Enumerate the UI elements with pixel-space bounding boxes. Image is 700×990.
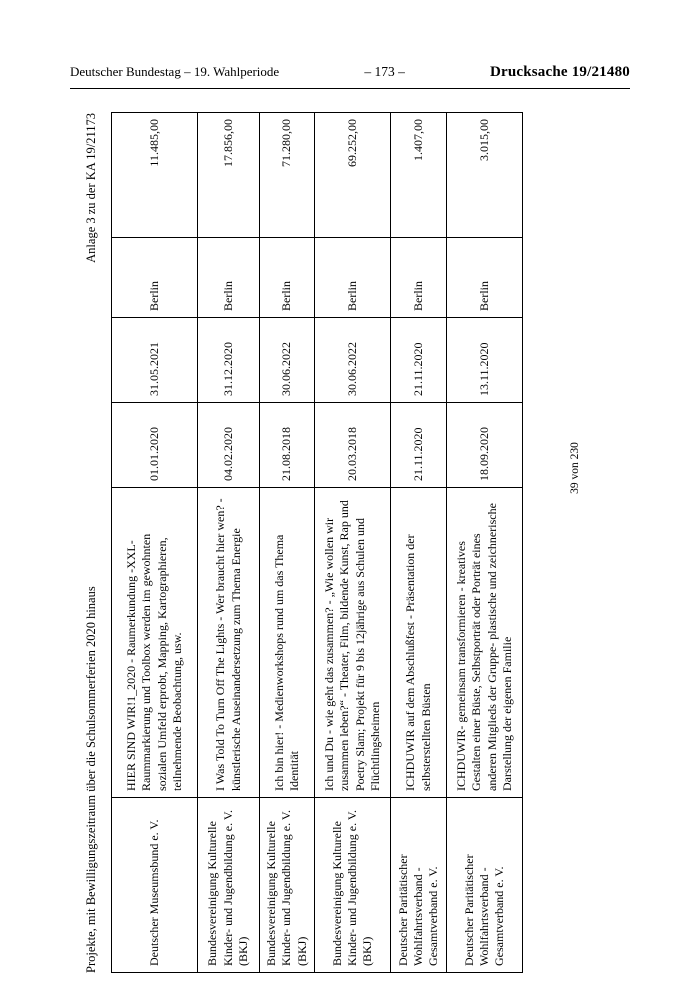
table-row — [447, 113, 523, 973]
cell-project-description: Ich bin hier! - Medienworkshops rund um das Thema Identität — [260, 488, 315, 798]
cell-amount: 3.015,00 — [447, 113, 523, 238]
cell-amount: 69.252,00 — [315, 113, 391, 238]
cell-city: Berlin — [391, 238, 447, 318]
table-title: Projekte, mit Bewilligungszeitraum über die Schulsommerferien 2020 hinaus — [84, 586, 98, 973]
cell-city: Berlin — [447, 238, 523, 318]
cell-start-date: 18.09.2020 — [447, 403, 523, 488]
cell-amount: 71.280,00 — [260, 113, 315, 238]
page-number: – 173 – — [364, 64, 405, 79]
cell-end-date: 13.11.2020 — [447, 318, 523, 403]
cell-project-description: HIER SIND WIR!1_2020 - Raumerkundung -XXL- Raummarkierung und Toolbox werden im gewohnten sozialen Umfeld erprobt, Mapping, Kartographieren, teilnehmende Beobachtung, usw. — [112, 488, 198, 798]
cell-start-date: 20.03.2018 — [315, 403, 391, 488]
cell-project-description: ICHDUWIR auf dem Abschlußfest - Präsentation der selbsterstellten Büsten — [391, 488, 447, 798]
cell-end-date: 31.12.2020 — [198, 318, 260, 403]
cell-city: Berlin — [315, 238, 391, 318]
cell-start-date: 21.11.2020 — [391, 403, 447, 488]
table-row — [112, 113, 198, 973]
cell-organization: Deutscher Paritätischer Wohlfahrtsverband - Gesamtverband e. V. — [447, 798, 523, 973]
cell-end-date: 31.05.2021 — [112, 318, 198, 403]
sheet-top-line — [84, 113, 99, 973]
table-row — [198, 113, 260, 973]
table-row — [391, 113, 447, 973]
cell-organization: Deutscher Paritätischer Wohlfahrtsverband - Gesamtverband e. V. — [391, 798, 447, 973]
cell-organization: Bundesvereinigung Kulturelle Kinder- und Jugendbildung e. V. (BKJ) — [198, 798, 260, 973]
header-drucksache-number: Drucksache 19/21480 — [489, 64, 630, 80]
cell-end-date: 21.11.2020 — [391, 318, 447, 403]
cell-organization: Bundesvereinigung Kulturelle Kinder- und Jugendbildung e. V. (BKJ) — [260, 798, 315, 973]
annex-note: Anlage 3 zu der KA 19/21173 — [84, 113, 98, 263]
cell-project-description: Ich und Du - wie geht das zusammen? - „Wie wollen wir zusammen leben?“ - Theater, Film, bildende Kunst, Rap und Poetry Slam; Projekt für 9 bis 12jährige aus Schulen und Flüchtlingsheimen — [315, 488, 391, 798]
cell-start-date: 01.01.2020 — [112, 403, 198, 488]
table-row — [315, 113, 391, 973]
projects-table — [111, 112, 523, 973]
cell-organization: Deutscher Museumsbund e. V. — [112, 798, 198, 973]
cell-end-date: 30.06.2022 — [260, 318, 315, 403]
cell-start-date: 04.02.2020 — [198, 403, 260, 488]
cell-city: Berlin — [112, 238, 198, 318]
cell-city: Berlin — [198, 238, 260, 318]
cell-city: Berlin — [260, 238, 315, 318]
cell-end-date: 30.06.2022 — [315, 318, 391, 403]
cell-project-description: I Was Told To Turn Off The Lights - Wer braucht hier wen? - künstlerische Auseinandersetzung zum Thema Energie — [198, 488, 260, 798]
cell-amount: 11.485,00 — [112, 113, 198, 238]
header-publication-info: Deutscher Bundestag – 19. Wahlperiode — [70, 64, 280, 79]
page-header — [70, 64, 630, 89]
cell-start-date: 21.08.2018 — [260, 403, 315, 488]
table-row — [260, 113, 315, 973]
cell-amount: 1.407,00 — [391, 113, 447, 238]
rotated-landscape-sheet — [84, 113, 589, 973]
cell-project-description: ICHDUWIR- gemeinsam transformieren - kreatives Gestalten einer Büste, Selbstporträt oder Porträt eines anderen Mitglieds der Gruppe- plastische und zeichnerische Darstellung der eigenen Familie — [447, 488, 523, 798]
cell-amount: 17.856,00 — [198, 113, 260, 238]
sheet-page-counter: 39 von 230 — [569, 442, 582, 494]
cell-organization: Bundesvereinigung Kulturelle Kinder- und Jugendbildung e. V. (BKJ) — [315, 798, 391, 973]
